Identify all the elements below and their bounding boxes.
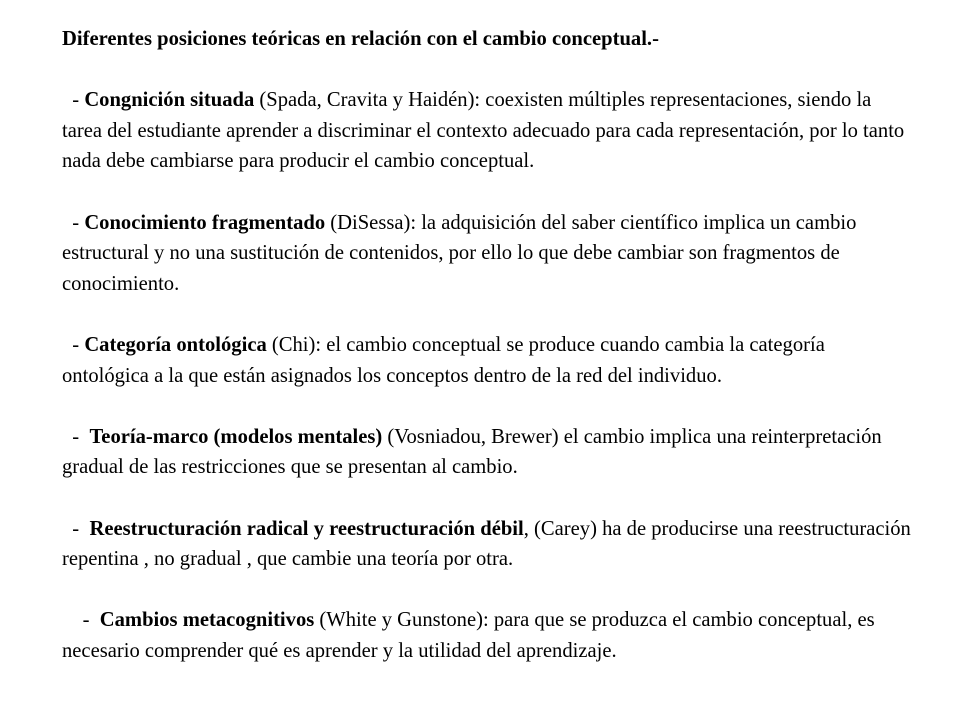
item-term: Categoría ontológica — [84, 333, 267, 356]
item-description: , (Carey) ha de producirse una reestructuración repentina , no gradual , que cambie una teoría por otra. — [62, 517, 911, 571]
theory-item-restructuring — [62, 514, 912, 575]
item-term: Cambios metacognitivos — [99, 609, 315, 632]
item-description: (Spada, Cravita y Haidén): coexisten múltiples representaciones, siendo la tarea del estudiante aprender a discriminar el contexto adecuado para cada representación, por lo tanto nada debe cambiarse para producir el cambio conceptual. — [62, 89, 905, 173]
item-description: (Chi): el cambio conceptual se produce cuando cambia la categoría ontológica a la que están asignados los conceptos dentro de la red del individuo. — [62, 333, 825, 387]
theory-item-metacognitive-changes — [62, 605, 912, 666]
item-bullet: - — [62, 609, 100, 632]
item-description: (Vosniadou, Brewer) el cambio implica una reinterpretación gradual de las restricciones que se presentan al cambio. — [62, 425, 882, 479]
item-term: Conocimiento fragmentado — [84, 211, 326, 234]
slide-content — [62, 24, 912, 666]
item-bullet: - — [62, 425, 90, 448]
item-bullet: - — [62, 211, 85, 234]
theory-item-situated-cognition — [62, 85, 912, 177]
slide-title: Diferentes posiciones teóricas en relación con el cambio conceptual.- — [62, 28, 659, 50]
theory-item-framework-theory — [62, 422, 912, 483]
item-bullet: - — [62, 89, 85, 112]
item-bullet: - — [62, 517, 90, 540]
theory-item-fragmented-knowledge — [62, 208, 912, 300]
theory-item-ontological-category — [62, 330, 912, 391]
item-term: Congnición situada — [84, 89, 255, 112]
item-term: Teoría-marco (modelos mentales) — [89, 425, 383, 448]
item-description: (DiSessa): la adquisición del saber científico implica un cambio estructural y no una sustitución de contenidos, por ello lo que debe cambiar son fragmentos de conocimiento. — [62, 211, 857, 295]
item-description: (White y Gunstone): para que se produzca el cambio conceptual, es necesario comprender qué es aprender y la utilidad del aprendizaje. — [62, 609, 875, 662]
item-bullet: - — [62, 333, 85, 356]
item-term: Reestructuración radical y reestructuración débil — [89, 517, 524, 540]
